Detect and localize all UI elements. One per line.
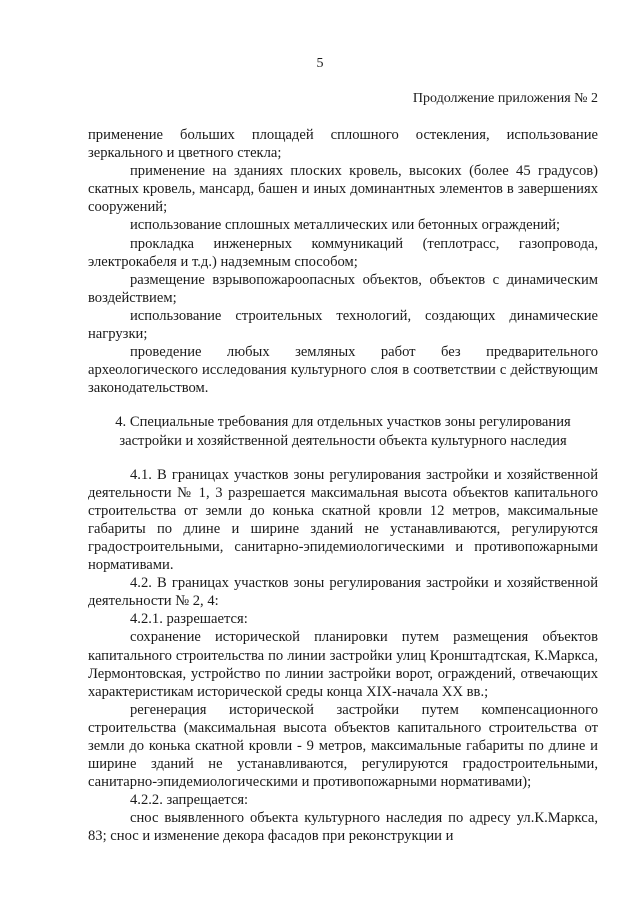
page-number: 5 — [316, 56, 324, 71]
paragraph: 4.2. В границах участков зоны регулирования застройки и хозяйственной деятельности № 2, 4: — [88, 575, 598, 610]
paragraph: сохранение исторической планировки путем размещения объектов капитального строительства по линии застройки улиц Кронштадтская, К.Маркса, Лермонтовская, устройство по линии застройки ворот, ограждений, отвечающих характеристикам исторической среды конца XIX-начала XX вв.; — [88, 629, 598, 700]
paragraph: прокладка инженерных коммуникаций (теплотрасс, газопровода, электрокабеля и т.д.) надземным способом; — [88, 235, 598, 270]
paragraph: снос выявленного объекта культурного наследия по адресу ул.К.Маркса, 83; снос и изменение декора фасадов при реконструкции и — [88, 810, 598, 845]
appendix-continuation-note: Продолжение приложения № 2 — [412, 91, 598, 106]
document-body — [88, 126, 598, 846]
paragraph: регенерация исторической застройки путем компенсационного строительства (максимальная высота объектов капитального строительства от земли до конька скатной кровли - 9 метров, максимальные габариты по длине и ширине зданий не устанавливаются, регулируются градостроительными, санитарно-эпидемиологическими и противопожарными нормативами); — [88, 701, 598, 791]
paragraph: размещение взрывопожароопасных объектов, объектов с динамическим воздействием; — [88, 271, 598, 306]
paragraph: применение на зданиях плоских кровель, высоких (более 45 градусов) скатных кровель, мансард, башен и иных доминантных элементов в завершениях сооружений; — [88, 163, 598, 216]
section-heading: 4. Специальные требования для отдельных участков зоны регулирования застройки и хозяйственной деятельности объекта культурного наследия — [115, 414, 571, 449]
paragraph: 4.1. В границах участков зоны регулирования застройки и хозяйственной деятельности № 1, 3 разрешается максимальная высота объектов капитального строительства от земли до конька скатной кровли 12 метров, максимальные габариты по длине и ширине зданий не устанавливаются, регулируются градостроительными, санитарно-эпидемиологическими и противопожарными нормативами. — [88, 466, 598, 574]
paragraph: 4.2.1. разрешается: — [130, 611, 248, 628]
paragraph: проведение любых земляных работ без предварительного археологического исследования культурного слоя в соответствии с действующим законодательством. — [88, 344, 598, 397]
paragraph: 4.2.2. запрещается: — [130, 792, 249, 809]
paragraph: применение больших площадей сплошного остекления, использование зеркального и цветного стекла; — [88, 127, 598, 162]
paragraph: использование строительных технологий, создающих динамические нагрузки; — [88, 307, 598, 343]
paragraph: использование сплошных металлических или бетонных ограждений; — [130, 217, 561, 234]
